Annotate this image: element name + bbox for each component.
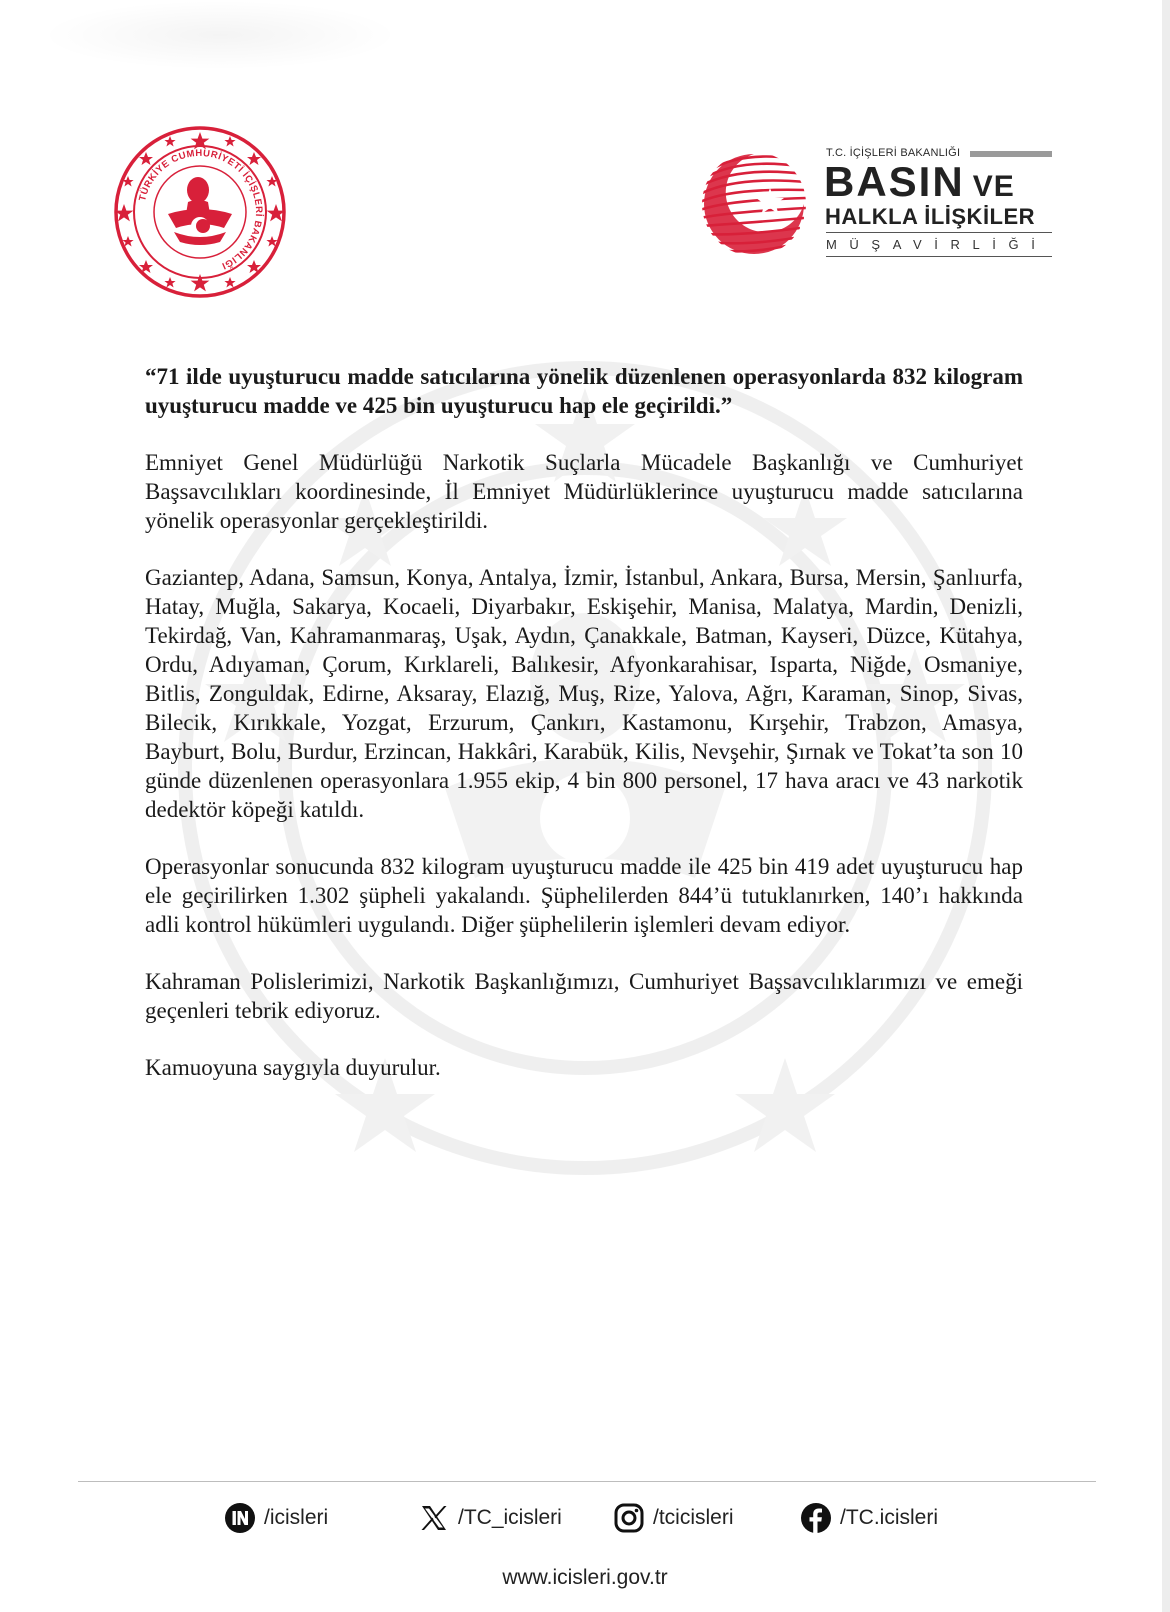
website-link[interactable]: www.icisleri.gov.tr: [502, 1566, 668, 1589]
ministry-name-bar: [970, 151, 1052, 157]
nsosyal-handle: /icisleri: [264, 1506, 329, 1529]
facebook-handle: /TC.icisleri: [840, 1506, 938, 1529]
facebook-icon: [800, 1502, 832, 1534]
paragraph-provinces: Gaziantep, Adana, Samsun, Konya, Antalya, İzmir, İstanbul, Ankara, Bursa, Mersin, Şanlıurfa, Hatay, Muğla, Sakarya, Kocaeli, Diyarbakır, Eskişehir, Manisa, Malatya, Mardin, Denizli, Tekirdağ, Van, Kahramanmaraş, Uşak, Aydın, Çanakkale, Batman, Kayseri, Düzce, Kütahya, Ordu, Adıyaman, Çorum, Kırklareli, Balıkesir, Afyonkarahisar, Isparta, Niğde, Osmaniye, Bitlis, Zonguldak, Edirne, Aksaray, Elazığ, Muş, Rize, Yalova, Ağrı, Karaman, Sinop, Sivas, Bilecik, Kırıkkale, Yozgat, Erzurum, Çankırı, Kastamonu, Kırşehir, Trabzon, Amasya, Bayburt, Bolu, Burdur, Erzincan, Hakkâri, Karabük, Kilis, Nevşehir, Şırnak ve Tokat’ta son 10 günde düzenlenen operasyonlara 1.955 ekip, 4 bin 800 personel, 17 hava aracı ve 43 narkotik dedektör köpeği katıldı.: [145, 565, 1023, 822]
x-icon: [418, 1502, 450, 1534]
ministry-name: T.C. İÇİŞLERİ BAKANLIĞI: [826, 147, 961, 159]
footer-divider: [78, 1481, 1096, 1482]
instagram-handle: /tcicisleri: [653, 1506, 734, 1529]
page-edge: [1162, 0, 1170, 1612]
press-title: [824, 158, 1015, 206]
press-rule-bottom: [826, 256, 1052, 257]
paragraph-congratulations: Kahraman Polislerimizi, Narkotik Başkanlığımızı, Cumhuriyet Başsavcılıklarımızı ve emeği geçenleri tebrik ediyoruz.: [145, 969, 1023, 1023]
press-title-basin: BASIN: [824, 158, 965, 205]
instagram-icon: [613, 1502, 645, 1534]
social-facebook-link[interactable]: [800, 1500, 938, 1536]
svg-text:TÜRKİYE CUMHURİYETİ İÇİŞLERİ B: TÜRKİYE CUMHURİYETİ İÇİŞLERİ BAKANLIĞI: [137, 147, 265, 272]
press-title-ve: VE: [972, 170, 1015, 203]
ministry-seal: [112, 124, 288, 300]
press-rule-top: [826, 232, 1052, 233]
scan-shadow: [40, 0, 400, 70]
press-subtitle: HALKLA İLİŞKİLER: [825, 204, 1036, 229]
paragraph-closing: Kamuoyuna saygıyla duyurulur.: [145, 1055, 441, 1080]
press-release-body: [145, 362, 1023, 1110]
nsosyal-icon: [224, 1502, 256, 1534]
social-instagram-link[interactable]: [613, 1500, 734, 1536]
x-handle: /TC_icisleri: [458, 1506, 562, 1529]
headline: “71 ilde uyuşturucu madde satıcılarına yönelik düzenlenen operasyonlarda 832 kilogram uyuşturucu madde ve 425 bin uyuşturucu hap ele geçirildi.”: [145, 364, 1023, 418]
press-office-emblem: [700, 150, 808, 258]
press-musavirligi: MÜŞAVİRLİĞİ: [826, 237, 1048, 252]
paragraph-results: Operasyonlar sonucunda 832 kilogram uyuşturucu madde ile 425 bin 419 adet uyuşturucu hap ele geçirilirken 1.302 şüpheli yakalandı. Şüphelilerden 844’ü tutuklanırken, 140’ı hakkında adli kontrol hükümleri uygulandı. Diğer şüphelilerin işlemleri devam ediyor.: [145, 854, 1023, 937]
press-office-logo: [700, 144, 1060, 262]
social-nsosyal-link[interactable]: [224, 1500, 328, 1536]
paragraph-intro: Emniyet Genel Müdürlüğü Narkotik Suçlarla Mücadele Başkanlığı ve Cumhuriyet Başsavcılıkları koordinesinde, İl Emniyet Müdürlüklerince uyuşturucu madde satıcılarına yönelik operasyonlar gerçekleştirildi.: [145, 450, 1023, 533]
social-x-link[interactable]: [418, 1500, 562, 1536]
